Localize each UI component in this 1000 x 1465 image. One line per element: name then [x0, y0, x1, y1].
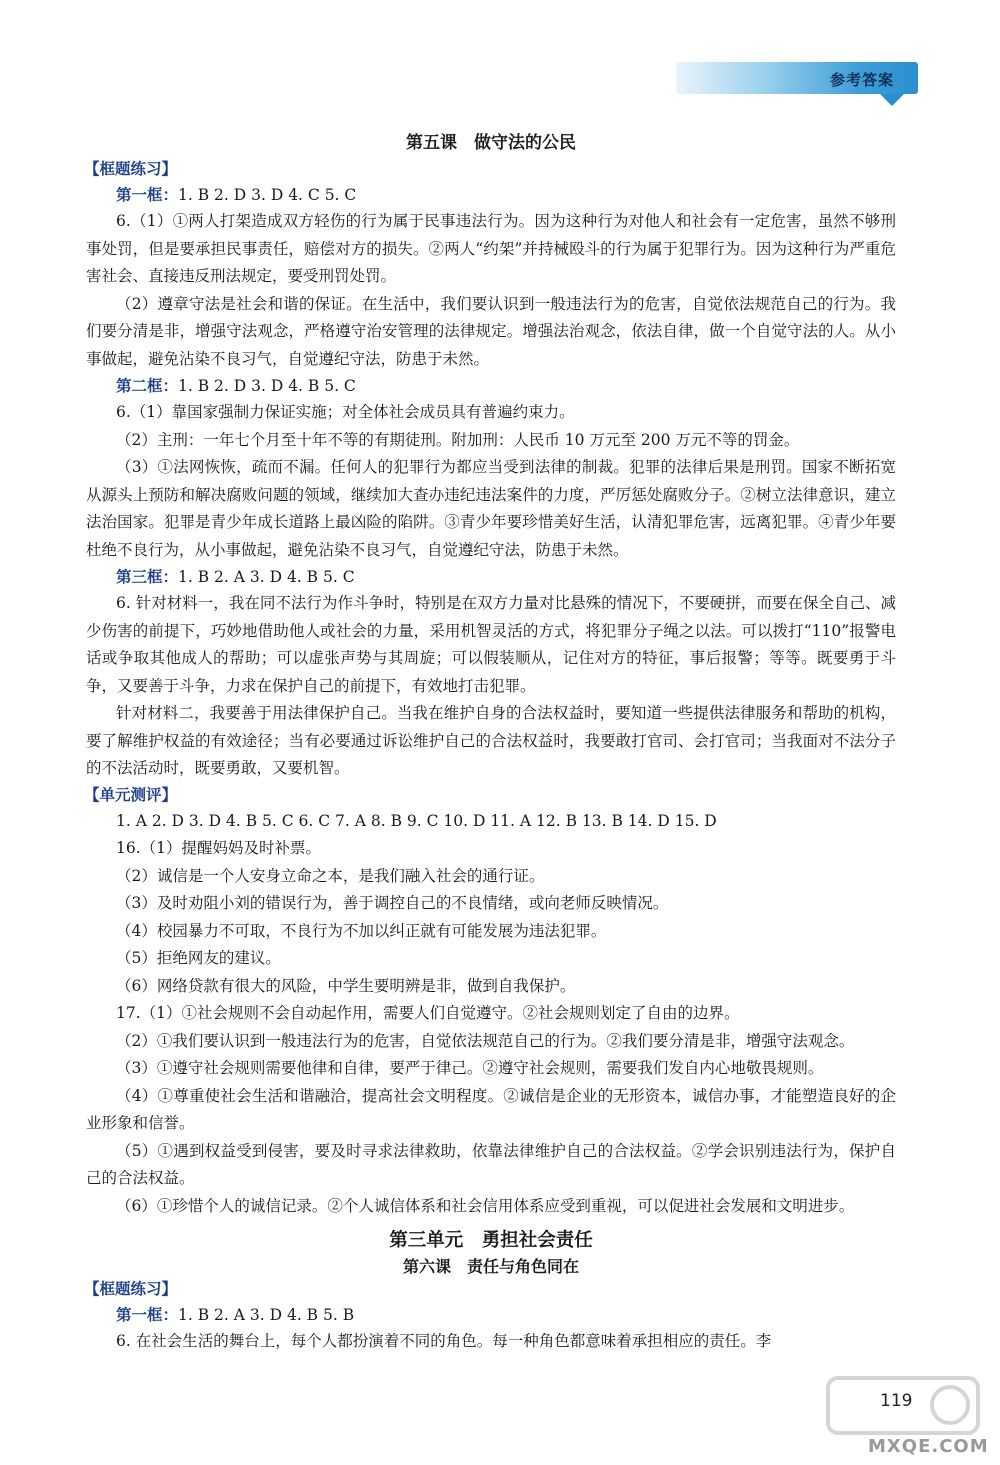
header-tab — [676, 62, 918, 94]
paragraph: （2）遵章守法是社会和谐的保证。在生活中，我们要认识到一般违法行为的危害，自觉依法规范自己的行为。我们要分清是非，增强守法观念，严格遵守治安管理的法律规定。增强法治观念，依法自律，做一个自觉守法的人。从小事做起，避免沾染不良习气，自觉遵纪守法，防患于未然。 — [86, 294, 896, 368]
paragraph: （2）①我们要认识到一般违法行为的危害，自觉依法规范自己的行为。②我们要分清是非，增强守法观念。 — [116, 1031, 855, 1050]
lesson5-frame1-answers — [86, 182, 896, 208]
frame-label: 第三框： — [116, 568, 179, 586]
paragraph: 针对材料二，我要善于用法律保护自己。当我在维护自身的合法权益时，要知道一些提供法律服务和帮助的机构，要了解维护权益的有效途径；当有必要通过诉讼维护自己的合法权益时，我要敢打官司、会打官司；当我面对不法分子的不法活动时，既要勇敢，又要机智。 — [86, 704, 896, 777]
paragraph: 6. 针对材料一，我在同不法行为作斗争时，特别是在双方力量对比悬殊的情况下，不要硬拼，而要在保全自己、减少伤害的前提下，巧妙地借助他人或社会的力量，采用机智灵活的方式，将犯罪分子绳之以法。可以拨打“110”报警电话或争取其他成人的帮助；可以虚张声势与其周旋；可以假装顺从，记住对方的特征，事后报警；等等。既要勇于斗争，又要善于斗争，力求在保护自己的前提下，有效地打击犯罪。 — [86, 594, 896, 695]
paragraph: （2）主刑：一年七个月至十年不等的有期徒刑。附加刑：人民币 10 万元至 200 万元不等的罚金。 — [116, 430, 800, 449]
answers: 1. B 2. A 3. D 4. B 5. C — [178, 568, 355, 586]
paragraph: 6.（1）①两人打架造成双方轻伤的行为属于民事违法行为。因为这种行为对他人和社会有一定危害，虽然不够刑事处罚，但是要承担民事责任，赔偿对方的损失。②两人“约架”并持械殴斗的行为属于犯罪行为。因为这种行为严重危害社会、直接违反刑法规定，要受刑罚处罚。 — [86, 212, 896, 285]
paragraph: 16.（1）提醒妈妈及时补票。 — [116, 839, 322, 857]
paragraph: （3）①法网恢恢，疏而不漏。任何人的犯罪行为都应当受到法律的制裁。犯罪的法律后果是刑罚。国家不断拓宽从源头上预防和解决腐败问题的领域，继续加大查办违纪违法案件的力度，严厉惩处腐败分子。②树立法律意识，建立法治国家。犯罪是青少年成长道路上最凶险的陷阱。③青少年要珍惜美好生活，认清犯罪危害，远离犯罪。④青少年要杜绝不良行为，从小事做起，避免沾染不良习气，自觉遵纪守法，防患于未然。 — [86, 458, 896, 559]
unit3-frame1-answers — [86, 1302, 896, 1328]
page-number: 119 — [880, 1391, 913, 1411]
paragraph: （2）诚信是一个人安身立命之本，是我们融入社会的通行证。 — [116, 866, 545, 885]
lesson5-frame2-answers — [86, 373, 896, 399]
answers: 1. B 2. D 3. D 4. B 5. C — [178, 377, 356, 395]
lesson5-tag: 【框题练习】 — [84, 160, 178, 178]
answers: 1. B 2. A 3. D 4. B 5. B — [178, 1306, 355, 1324]
answers: 1. B 2. D 3. D 4. C 5. C — [178, 186, 357, 204]
frame-label: 第一框： — [116, 186, 179, 204]
unit3-tag: 【框题练习】 — [84, 1280, 178, 1298]
paragraph: （6）网络贷款有很大的风险，中学生要明辨是非，做到自我保护。 — [116, 976, 576, 995]
frame-label: 第一框： — [116, 1306, 179, 1324]
header-tab-label: 参考答案 — [829, 71, 894, 89]
paragraph: （4）①尊重使社会生活和谐融洽，提高社会文明程度。②诚信是企业的无形资本，诚信办事，才能塑造良好的企业形象和信誉。 — [86, 1086, 896, 1132]
paragraph: （5）拒绝网友的建议。 — [116, 949, 281, 967]
paragraph: 6.（1）靠国家强制力保证实施；对全体社会成员具有普遍约束力。 — [116, 403, 575, 421]
unit3-title: 第三单元 勇担社会责任 — [389, 1230, 593, 1251]
watermark-text: MXQE.COM — [868, 1436, 989, 1457]
frame-label: 第二框： — [116, 377, 179, 395]
paragraph: （3）①遵守社会规则需要他律和自律，要严于律己。②遵守社会规则，需要我们发自内心地敬畏规则。 — [116, 1059, 824, 1077]
lesson5-frame3-answers — [86, 564, 896, 590]
unit-test-answers: 1. A 2. D 3. D 4. B 5. C 6. C 7. A 8. B 9. C 10. D 11. A 12. B 13. B 14. D 15. D — [116, 811, 717, 830]
content — [86, 128, 896, 1356]
paragraph: （3）及时劝阻小刘的错误行为，善于调控自己的不良情绪，或向老师反映情况。 — [116, 894, 669, 912]
paragraph: （4）校园暴力不可取，不良行为不加以纠正就有可能发展为违法犯罪。 — [116, 921, 607, 940]
lesson5-title: 第五课 做守法的公民 — [406, 133, 576, 153]
unit-test-tag: 【单元测评】 — [84, 785, 178, 804]
paragraph: （5）①遇到权益受到侵害，要及时寻求法律救助，依靠法律维护自己的合法权益。②学会识别违法行为，保护自己的合法权益。 — [86, 1141, 896, 1187]
lesson6-title: 第六课 责任与角色同在 — [402, 1257, 579, 1276]
paragraph: （6）①珍惜个人的诚信记录。②个人诚信体系和社会信用体系应受到重视，可以促进社会发展和文明进步。 — [116, 1196, 855, 1215]
paragraph: 6. 在社会生活的舞台上，每个人都扮演着不同的角色。每一种角色都意味着承担相应的责任。李 — [116, 1332, 772, 1350]
paragraph: 17.（1）①社会规则不会自动起作用，需要人们自觉遵守。②社会规则划定了自由的边界。 — [116, 1004, 740, 1022]
